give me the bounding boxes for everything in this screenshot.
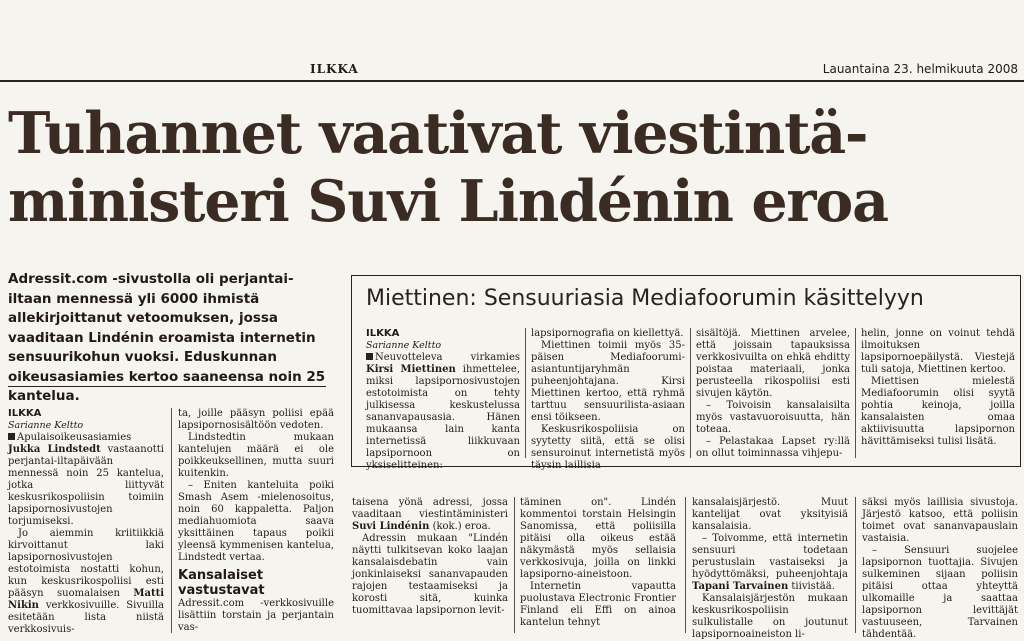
paragraph: Jo aiemmin kriitiikkiä kirvoittanut laki lapsipornosivustojen estotoimista nostatti kohun, kun keskusrikospoliisi esti pääsyn suomalaisen Matti Nikin verkkosivuille. Sivuilla esitetään lista niistä verkkosivuis-: [8, 528, 164, 635]
paragraph: Internetin vapautta puolustava Electronic Frontier Finland eli Effi on ainoa kantelun tehnyt: [520, 581, 676, 628]
paragraph: kansalaisjärjestö. Muut kantelijat ovat yksityisiä kansalaisia.: [692, 497, 848, 532]
article-column-5: [692, 497, 848, 641]
paragraph: helin, jonne on voinut tehdä ilmoituksen lapsipornoepäilystä. Viestejä tuli satoja, Miettinen kertoo.: [861, 328, 1015, 375]
headline-line-2: ministeri Suvi Lindénin eroa: [8, 168, 888, 235]
byline: ILKKA: [366, 328, 400, 339]
column-divider: [514, 497, 515, 633]
paragraph: ta, joille pääsyn poliisi epää lapsipornosisältöön vedoten.: [178, 408, 334, 431]
article-column-4: [520, 497, 676, 629]
column-divider: [855, 497, 856, 633]
bullet-square-icon: [8, 433, 15, 440]
paragraph: Kansalaisjärjestön mukaan keskusrikospoliisin sulkulistalle on joutunut lapsipornoaineiston li-: [692, 593, 848, 640]
issue-date: Lauantaina 23. helmikuuta 2008: [822, 62, 1018, 76]
column-divider: [855, 328, 856, 458]
paragraph: säksi myös laillisia sivustoja. Järjestö katsoo, että poliisin toimet ovat sananvapauslain vastaisia.: [862, 497, 1018, 544]
paragraph: Miettinen toimii myös 35-päisen Mediafoorumi-asiantuntijaryhmän puheenjohtajana. Kirsi Miettinen kertoo, että ryhmä tarttuu sensuurilista-asiaan ensi töikseen.: [531, 340, 685, 423]
box-column-2: [531, 328, 685, 472]
paragraph: taisena yönä adressi, jossa vaaditaan viestintäministeri Suvi Lindénin (kok.) eroa.: [352, 497, 508, 532]
article-column-6: [862, 497, 1018, 641]
paragraph: Adressin mukaan "Lindén näytti tulkitsevan koko laajan kansalaisdebatin vain jonkinlaiseksi sananvapauden rajojen testaamiseksi ja korosti sitä, kuinka tuomittavaa lapsipornon levit-: [352, 533, 508, 616]
author: Sarianne Keltto: [8, 420, 84, 431]
paragraph: Adressit.com -verkkosivuille lisättiin torstain ja perjantain vas-: [178, 598, 334, 633]
paragraph: Lindstedtin mukaan kantelujen määrä ei ole poikkeuksellinen, mutta suuri kuitenkin.: [178, 432, 334, 479]
paragraph: Neuvotteleva virkamies Kirsi Miettinen ihmettelee, miksi lapsipornosivustojen estotoimista on tehty julkisessa keskustelussa sananvapausasia. Hänen mukaansa lain kanta internetissä liikkuvaan lapsipornoon on yksiselitteinen:: [366, 352, 521, 471]
headline: [8, 100, 1018, 236]
masthead-bar: [0, 62, 1024, 80]
article-column-3: [352, 497, 508, 617]
box-column-3: [696, 328, 850, 460]
paragraph: sisältöjä. Miettinen arvelee, että joissain tapauksissa verkkosivuilta on ehkä ehditty poistaa materiaali, jonka perusteella rikospoliisi esti sivujen käytön.: [696, 328, 850, 399]
paragraph: Apulaisoikeusasiamies Jukka Lindstedt vastaanotti perjantai-iltapäivään mennessä noin 25 kantelua, jotka liittyvät keskusrikospoliisin toimiin lapsipornosivustojen torjumiseksi.: [8, 432, 165, 527]
lede-rule: [8, 386, 326, 387]
paragraph: – Toivomme, että internetin sensuuri todetaan perustuslain vastaiseksi ja hyödyttömäksi, puheenjohtaja Tapani Tarvainen tiivistää.: [692, 533, 848, 592]
article-column-1: [8, 408, 164, 636]
author: Sarianne Keltto: [366, 340, 442, 351]
paragraph: – Pelastakaa Lapset ry:llä on ollut toiminnassa vihjepu-: [696, 436, 850, 459]
column-divider: [690, 328, 691, 458]
sidebar-article-box: [351, 275, 1021, 471]
box-column-1: [366, 328, 520, 472]
newspaper-name: ILKKA: [310, 62, 359, 76]
paragraph: Keskusrikospoliisia on syytetty siitä, että se olisi sensuroinut internetistä myös täysin laillisia: [531, 424, 685, 471]
column-divider: [685, 497, 686, 633]
column-divider: [171, 408, 172, 633]
byline: ILKKA: [8, 408, 42, 419]
lede-paragraph: Adressit.com -sivustolla oli perjantai-iltaan mennessä yli 6000 ihmistä allekirjoittanut vetoomuksen, jossa vaaditaan Lindénin eroamista internetin sensuurikohun vuoksi. Eduskunnan oikeusasiamies kertoo saaneensa noin 25 kantelua.: [8, 271, 326, 404]
article-column-2: [178, 408, 334, 634]
paragraph: – Toivoisin kansalaisilta myös vastavuoroisuutta, hän toteaa.: [696, 400, 850, 435]
column-divider: [525, 328, 526, 458]
box-column-4: [861, 328, 1015, 448]
paragraph: lapsipornografia on kiellettyä.: [531, 328, 684, 339]
paragraph: Miettisen mielestä Mediafoorumin olisi syytä pohtia keinoja, joilla kansalaisten omaa aktiivisuutta lapsipornon hävittämiseksi tulisi lisätä.: [861, 376, 1015, 447]
paragraph: – Sensuuri suojelee lapsipornon tuottajia. Sivujen sulkeminen sijaan poliisin pitäisi ottaa yhteyttä ulkomaille ja saattaa lapsipornon levittäjät vastuuseen, Tarvainen tähdentää.: [862, 545, 1018, 640]
sidebar-article-title: Miettinen: Sensuuriasia Mediafoorumin käsittelyyn: [366, 286, 924, 311]
subheading: Kansalaiset vastustavat: [178, 568, 265, 598]
headline-line-1: Tuhannet vaativat viestintä-: [8, 100, 868, 167]
masthead-rule: [0, 80, 1024, 82]
paragraph: täminen on". Lindén kommentoi torstain Helsingin Sanomissa, että poliisilla pitäisi olla oikeus estää näkymästä myös sellaisia verkkosivuja, joilla on linkki lapsiporno-aineistoon.: [520, 497, 676, 580]
paragraph: – Eniten kanteluita poiki Smash Asem -mielenosoitus, noin 60 kappaletta. Paljon mediahuomiota saava yksittäinen tapaus poikii yleensä kymmenisen kantelua, Lindstedt vertaa.: [178, 480, 334, 563]
bullet-square-icon: [366, 353, 373, 360]
